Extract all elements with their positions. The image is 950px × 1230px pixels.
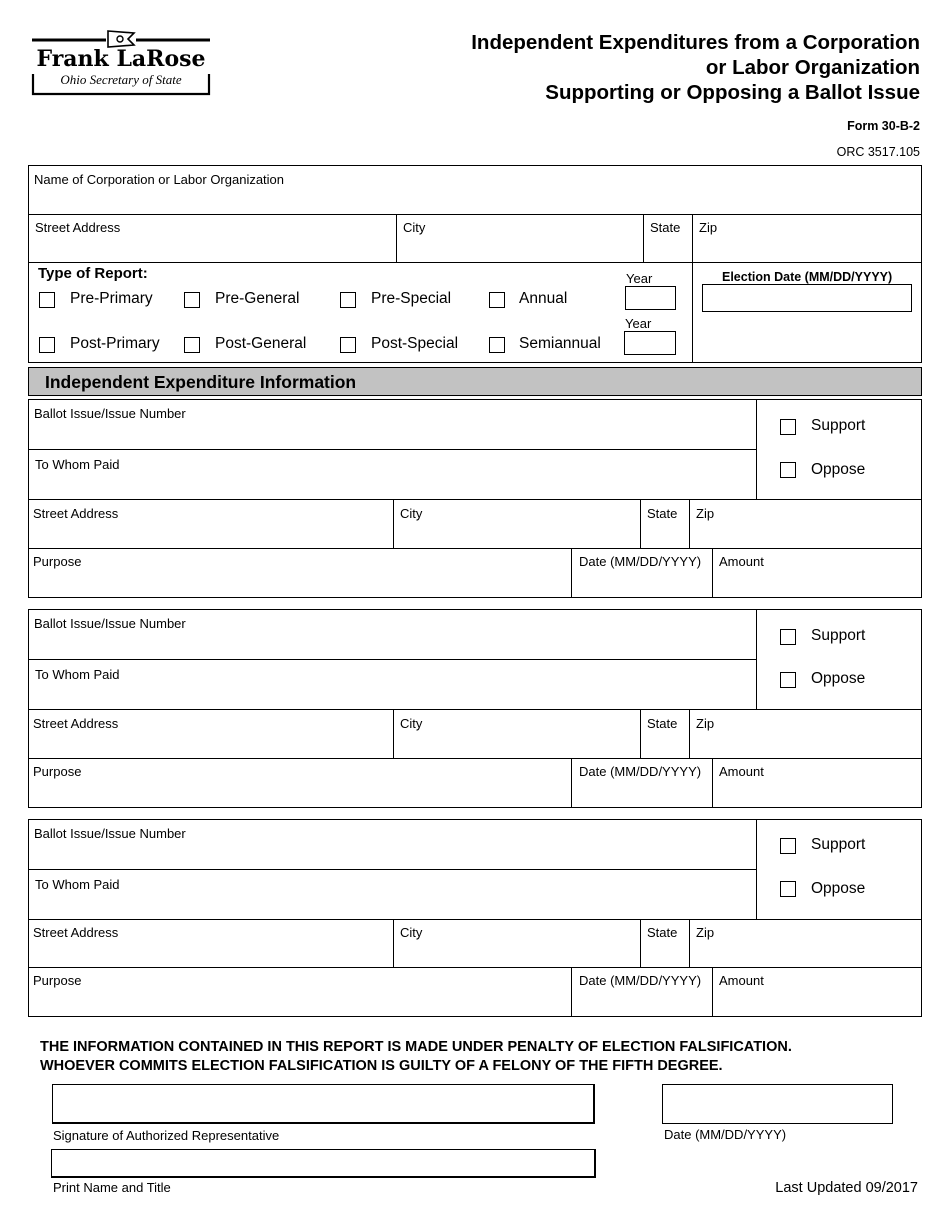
amount-field[interactable]: Amount xyxy=(719,973,764,988)
semiannual-year-input[interactable] xyxy=(624,331,676,355)
warning-line-2: WHOEVER COMMITS ELECTION FALSIFICATION IS GUILTY OF A FELONY OF THE FIFTH DEGREE. xyxy=(40,1058,723,1074)
annual-year-input[interactable] xyxy=(625,286,676,310)
organization-section xyxy=(28,165,922,363)
payee-street-field[interactable]: Street Address xyxy=(33,716,119,731)
amount-field[interactable]: Amount xyxy=(719,764,764,779)
election-date-input[interactable] xyxy=(702,284,912,312)
post-general-label: Post-General xyxy=(215,335,307,352)
divider xyxy=(28,869,756,870)
post-primary-checkbox[interactable] xyxy=(39,337,55,353)
support-label: Support xyxy=(811,627,866,644)
semiannual-year-label: Year xyxy=(625,316,652,331)
payee-zip-field[interactable]: Zip xyxy=(696,506,715,521)
form-title-line-2: or Labor Organization xyxy=(705,56,920,79)
divider xyxy=(28,709,922,710)
election-date-label: Election Date (MM/DD/YYYY) xyxy=(722,270,893,284)
payee-zip-field[interactable]: Zip xyxy=(696,716,715,731)
print-name-label: Print Name and Title xyxy=(53,1180,171,1195)
oppose-label: Oppose xyxy=(811,461,866,478)
divider xyxy=(571,967,572,1017)
post-special-label: Post-Special xyxy=(371,335,459,352)
divider xyxy=(396,214,397,262)
amount-field[interactable]: Amount xyxy=(719,554,764,569)
ballot-issue-field[interactable]: Ballot Issue/Issue Number xyxy=(34,616,186,631)
payee-street-field[interactable]: Street Address xyxy=(33,925,119,940)
oppose-checkbox[interactable] xyxy=(780,462,796,478)
support-label: Support xyxy=(811,417,866,434)
pre-primary-checkbox[interactable] xyxy=(39,292,55,308)
post-primary-label: Post-Primary xyxy=(70,335,160,352)
falsification-warning xyxy=(40,1038,920,1076)
divider xyxy=(689,709,690,758)
oppose-label: Oppose xyxy=(811,670,866,687)
divider xyxy=(28,262,922,263)
to-whom-paid-field[interactable]: To Whom Paid xyxy=(35,877,120,892)
annual-checkbox[interactable] xyxy=(489,292,505,308)
to-whom-paid-field[interactable]: To Whom Paid xyxy=(35,457,120,472)
semiannual-label: Semiannual xyxy=(519,335,601,352)
divider xyxy=(393,499,394,548)
payee-city-field[interactable]: City xyxy=(400,506,423,521)
print-name-input[interactable] xyxy=(51,1149,596,1178)
divider xyxy=(393,709,394,758)
semiannual-checkbox[interactable] xyxy=(489,337,505,353)
signature-date-label: Date (MM/DD/YYYY) xyxy=(664,1127,787,1142)
purpose-field[interactable]: Purpose xyxy=(33,973,82,988)
divider xyxy=(28,659,756,660)
divider xyxy=(28,548,922,549)
secretary-of-state-logo xyxy=(30,28,212,98)
to-whom-paid-field[interactable]: To Whom Paid xyxy=(35,667,120,682)
divider xyxy=(756,609,757,710)
divider xyxy=(640,709,641,758)
divider xyxy=(28,967,922,968)
payee-state-field[interactable]: State xyxy=(647,716,678,731)
form-title-line-3: Supporting or Opposing a Ballot Issue xyxy=(545,81,920,104)
divider xyxy=(712,548,713,598)
divider xyxy=(28,499,922,500)
form-title xyxy=(360,30,920,105)
expenditure-date-field[interactable]: Date (MM/DD/YYYY) xyxy=(579,764,702,779)
logo-name: Frank LaRose xyxy=(36,46,206,72)
signature-date-input[interactable] xyxy=(662,1084,893,1124)
support-label: Support xyxy=(811,836,866,853)
divider xyxy=(692,214,693,363)
ballot-issue-field[interactable]: Ballot Issue/Issue Number xyxy=(34,406,186,421)
oppose-label: Oppose xyxy=(811,880,866,897)
divider xyxy=(689,499,690,548)
support-checkbox[interactable] xyxy=(780,419,796,435)
orc-reference: ORC 3517.105 xyxy=(836,145,920,159)
divider xyxy=(643,214,644,262)
oppose-checkbox[interactable] xyxy=(780,881,796,897)
warning-line-1: THE INFORMATION CONTAINED IN THIS REPORT IS MADE UNDER PENALTY OF ELECTION FALSIFICATION. xyxy=(40,1039,792,1055)
payee-city-field[interactable]: City xyxy=(400,716,423,731)
post-general-checkbox[interactable] xyxy=(184,337,200,353)
divider xyxy=(640,499,641,548)
ballot-issue-field[interactable]: Ballot Issue/Issue Number xyxy=(34,826,186,841)
divider xyxy=(756,819,757,919)
payee-zip-field[interactable]: Zip xyxy=(696,925,715,940)
divider xyxy=(28,449,756,450)
pre-special-label: Pre-Special xyxy=(371,290,452,307)
section-title: Independent Expenditure Information xyxy=(45,372,357,392)
expenditure-section-header xyxy=(28,367,922,396)
divider xyxy=(640,919,641,967)
pre-special-checkbox[interactable] xyxy=(340,292,356,308)
divider xyxy=(756,399,757,500)
organization-street-field[interactable]: Street Address xyxy=(35,220,121,235)
divider xyxy=(28,214,922,215)
divider xyxy=(712,967,713,1017)
post-special-checkbox[interactable] xyxy=(340,337,356,353)
report-type-heading: Type of Report: xyxy=(38,265,148,282)
logo-subtitle: Ohio Secretary of State xyxy=(60,72,182,87)
support-checkbox[interactable] xyxy=(780,838,796,854)
organization-name-field[interactable]: Name of Corporation or Labor Organization xyxy=(34,172,285,187)
form-number: Form 30-B-2 xyxy=(847,119,920,133)
divider xyxy=(28,919,922,920)
organization-state-field[interactable]: State xyxy=(650,220,681,235)
support-checkbox[interactable] xyxy=(780,629,796,645)
pre-general-checkbox[interactable] xyxy=(184,292,200,308)
expenditure-date-field[interactable]: Date (MM/DD/YYYY) xyxy=(579,973,702,988)
purpose-field[interactable]: Purpose xyxy=(33,554,82,569)
payee-state-field[interactable]: State xyxy=(647,506,678,521)
divider xyxy=(571,758,572,808)
divider xyxy=(712,758,713,808)
payee-city-field[interactable]: City xyxy=(400,925,423,940)
form-title-line-1: Independent Expenditures from a Corporation xyxy=(471,31,920,54)
organization-zip-field[interactable]: Zip xyxy=(699,220,718,235)
divider xyxy=(571,548,572,598)
divider xyxy=(393,919,394,967)
annual-label: Annual xyxy=(519,290,568,307)
organization-city-field[interactable]: City xyxy=(403,220,426,235)
oppose-checkbox[interactable] xyxy=(780,672,796,688)
purpose-field[interactable]: Purpose xyxy=(33,764,82,779)
signature-input[interactable] xyxy=(52,1084,595,1124)
pre-primary-label: Pre-Primary xyxy=(70,290,153,307)
payee-state-field[interactable]: State xyxy=(647,925,678,940)
expenditure-date-field[interactable]: Date (MM/DD/YYYY) xyxy=(579,554,702,569)
divider xyxy=(689,919,690,967)
annual-year-label: Year xyxy=(626,271,653,286)
payee-street-field[interactable]: Street Address xyxy=(33,506,119,521)
divider xyxy=(28,758,922,759)
signature-label: Signature of Authorized Representative xyxy=(53,1128,280,1143)
pre-general-label: Pre-General xyxy=(215,290,300,307)
last-updated: Last Updated 09/2017 xyxy=(775,1180,918,1196)
